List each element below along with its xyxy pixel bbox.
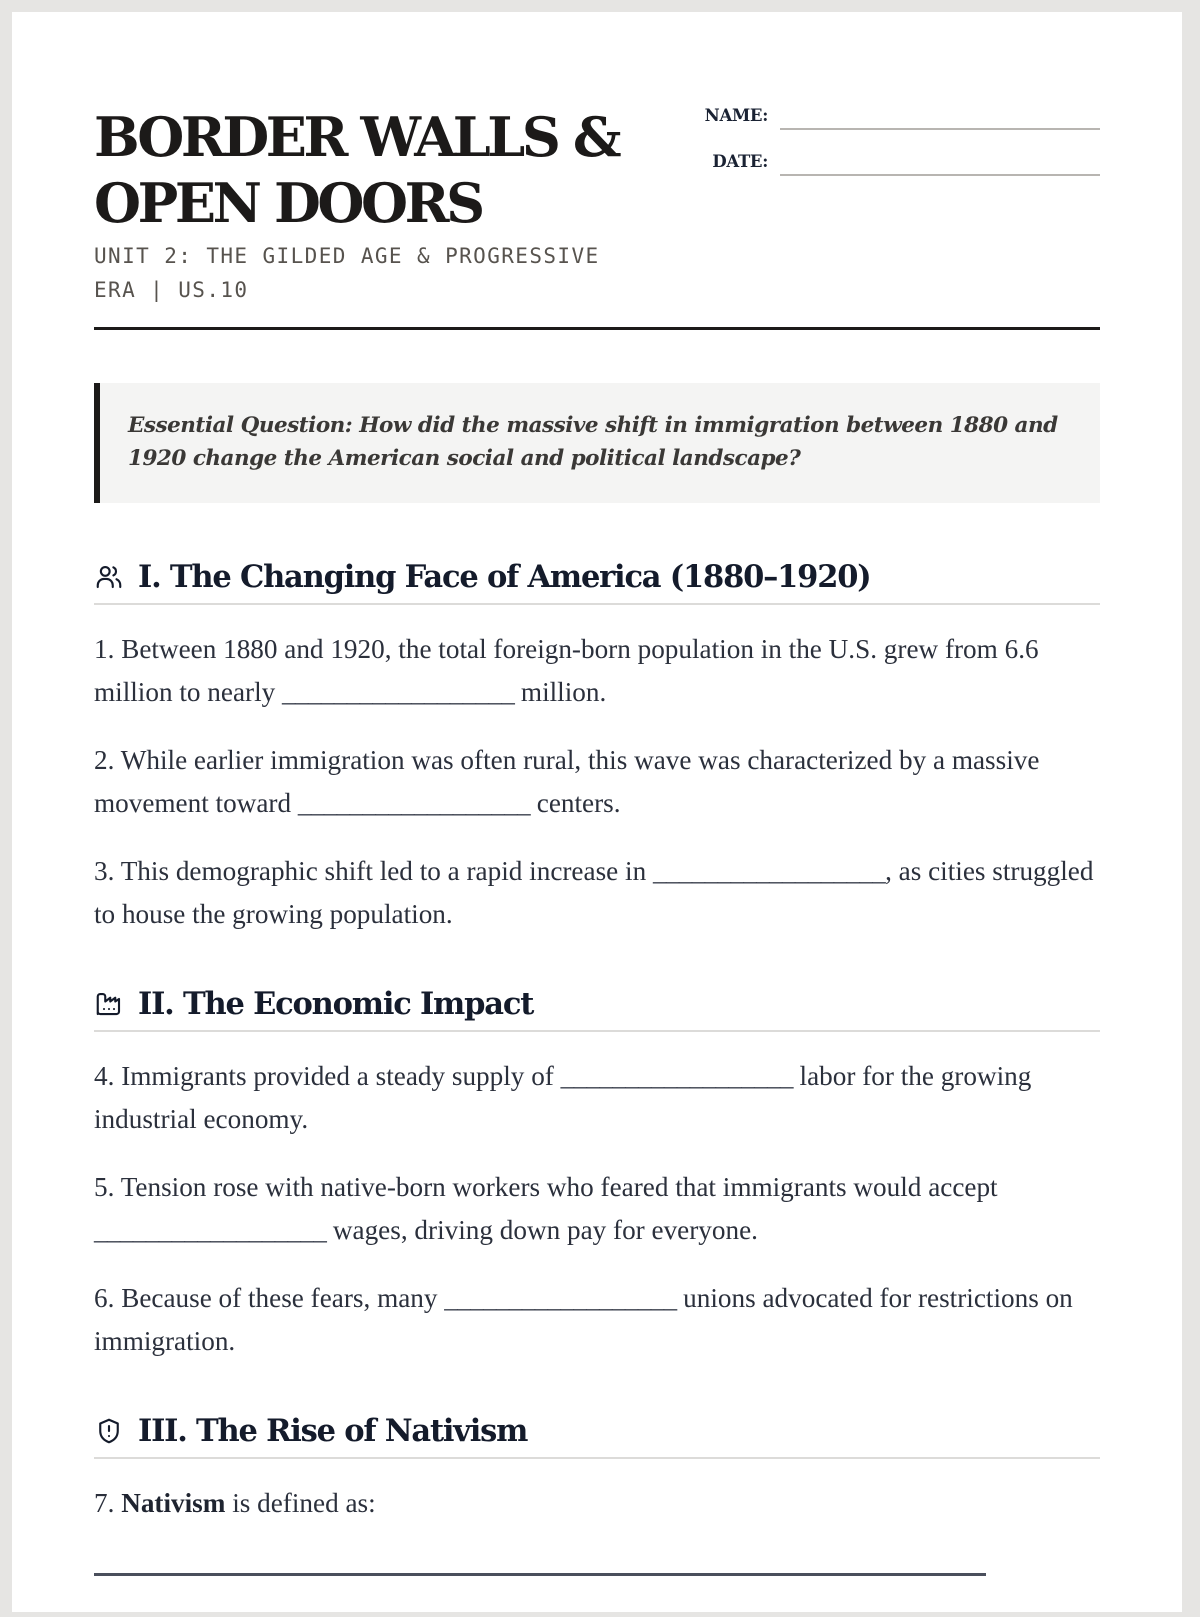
question-text: Tension rose with native-born workers who feared that immigrants would accept [120,1172,998,1202]
question-item [94,850,1100,936]
section-title: III. The Rise of Nativism [138,1413,528,1449]
question-number: 5. [94,1172,115,1202]
question-item [94,1166,1100,1252]
answer-line[interactable] [94,1543,986,1576]
question-item [94,1055,1100,1141]
title-line-1: BORDER WALLS & [94,105,619,169]
question-text: million. [514,677,607,707]
answer-blank[interactable]: __________________ [444,1283,677,1313]
student-info-fields [680,102,1100,194]
section-heading [94,1409,1100,1459]
question-text: labor for the growing industrial economy. [94,1061,1032,1134]
answer-blank[interactable]: __________________ [560,1061,793,1091]
name-label: NAME: [704,106,768,125]
question-text: wages, driving down pay for everyone. [326,1215,758,1245]
question-text: This demographic shift led to a rapid increase in [120,856,653,886]
title-line-2: OPEN DOORS [94,171,482,235]
question-text: unions advocated for restrictions on immigration. [94,1283,1073,1356]
date-field-row [680,148,1100,176]
question-item [94,739,1100,825]
answer-blank[interactable]: __________________ [652,856,886,886]
question-number: 6. [94,1283,115,1313]
section-heading [94,982,1100,1032]
name-field[interactable] [780,108,1100,130]
question-number: 2. [94,745,115,775]
question-text: centers. [529,788,621,818]
key-term: Nativism [121,1488,226,1518]
question-text: is defined as: [225,1488,376,1518]
users-icon [94,560,128,594]
shield-alert-icon [94,1414,128,1448]
answer-blank[interactable]: __________________ [297,788,530,818]
factory-icon [94,987,128,1021]
question-number: 1. [94,634,115,664]
question-text: , as cities struggled to house the growing population. [94,856,1094,929]
page-title [94,104,654,236]
question-text: Because of these fears, many [121,1283,445,1313]
question-number: 4. [94,1061,115,1091]
section-title: II. The Economic Impact [138,986,534,1022]
section-heading [94,555,1100,605]
unit-subtitle: UNIT 2: THE GILDED AGE & PROGRESSIVE ERA | US.10 [94,244,600,302]
question-item [94,1482,1100,1525]
question-item [94,628,1100,714]
question-item [94,1277,1100,1363]
question-number: 7. [94,1488,115,1518]
section-title: I. The Changing Face of America (1880–1920) [138,559,871,595]
date-label: DATE: [712,152,768,171]
answer-blank[interactable]: __________________ [282,677,515,707]
worksheet-page [7,7,1187,1617]
worksheet-header [94,12,1100,330]
date-field[interactable] [780,154,1100,176]
name-field-row [680,102,1100,130]
question-text: While earlier immigration was often rural, this wave was characterized by a massive movement toward [94,745,1040,818]
question-text: Between 1880 and 1920, the total foreign-born population in the U.S. grew from 6.6 million to nearly [94,634,1039,707]
answer-blank[interactable]: __________________ [94,1215,327,1245]
question-text: Immigrants provided a steady supply of [121,1061,561,1091]
essential-question: Essential Question: How did the massive shift in immigration between 1880 and 1920 change the American social and political landscape? [94,383,1100,503]
worksheet-sheet [12,12,1182,1612]
question-number: 3. [94,856,115,886]
